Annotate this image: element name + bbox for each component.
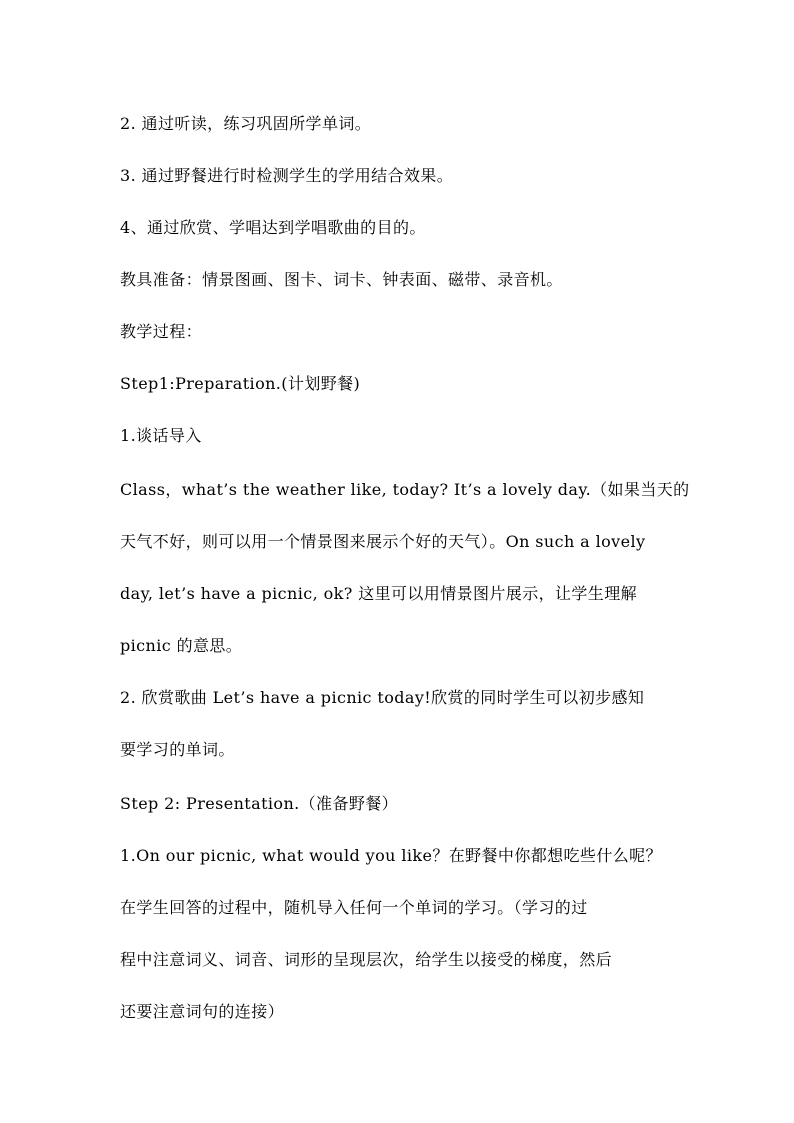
teaching-process-heading: 教学过程：	[120, 322, 203, 341]
paragraph-line: 天气不好，则可以用一个情景图来展示个好的天气）。On such a lovely	[120, 532, 646, 551]
paragraph-line: 还要注意词句的连接）	[120, 1002, 285, 1021]
paragraph-line: 1.On our picnic, what would you like？在野餐中你都想吃些什么呢？	[120, 846, 662, 865]
step1-item1-heading: 1.谈话导入	[120, 426, 202, 445]
objective-2: 2. 通过听读，练习巩固所学单词。	[120, 114, 372, 133]
paragraph-line: 程中注意词义、词音、词形的呈现层次，给学生以接受的梯度，然后	[120, 950, 613, 969]
paragraph-line: 在学生回答的过程中，随机导入任何一个单词的学习。（学习的过	[120, 898, 588, 917]
paragraph-line: 2. 欣赏歌曲 Let’s have a picnic today!欣赏的同时学生可以初步感知	[120, 688, 645, 707]
objective-3: 3. 通过野餐进行时检测学生的学用结合效果。	[120, 166, 454, 185]
step1-heading: Step1:Preparation.(计划野餐)	[120, 374, 361, 393]
objective-4: 4、通过欣赏、学唱达到学唱歌曲的目的。	[120, 218, 426, 237]
teaching-aids: 教具准备：情景图画、图卡、词卡、钟表面、磁带、录音机。	[120, 270, 563, 289]
step2-heading: Step 2: Presentation.（准备野餐）	[120, 794, 399, 813]
paragraph-line: picnic 的意思。	[120, 636, 243, 655]
paragraph-line: 要学习的单词。	[120, 740, 235, 759]
paragraph-line: day, let’s have a picnic, ok? 这里可以用情景图片展示，让学生理解	[120, 584, 637, 603]
paragraph-line: Class，what’s the weather like, today? It’s a lovely day.（如果当天的	[120, 480, 690, 499]
